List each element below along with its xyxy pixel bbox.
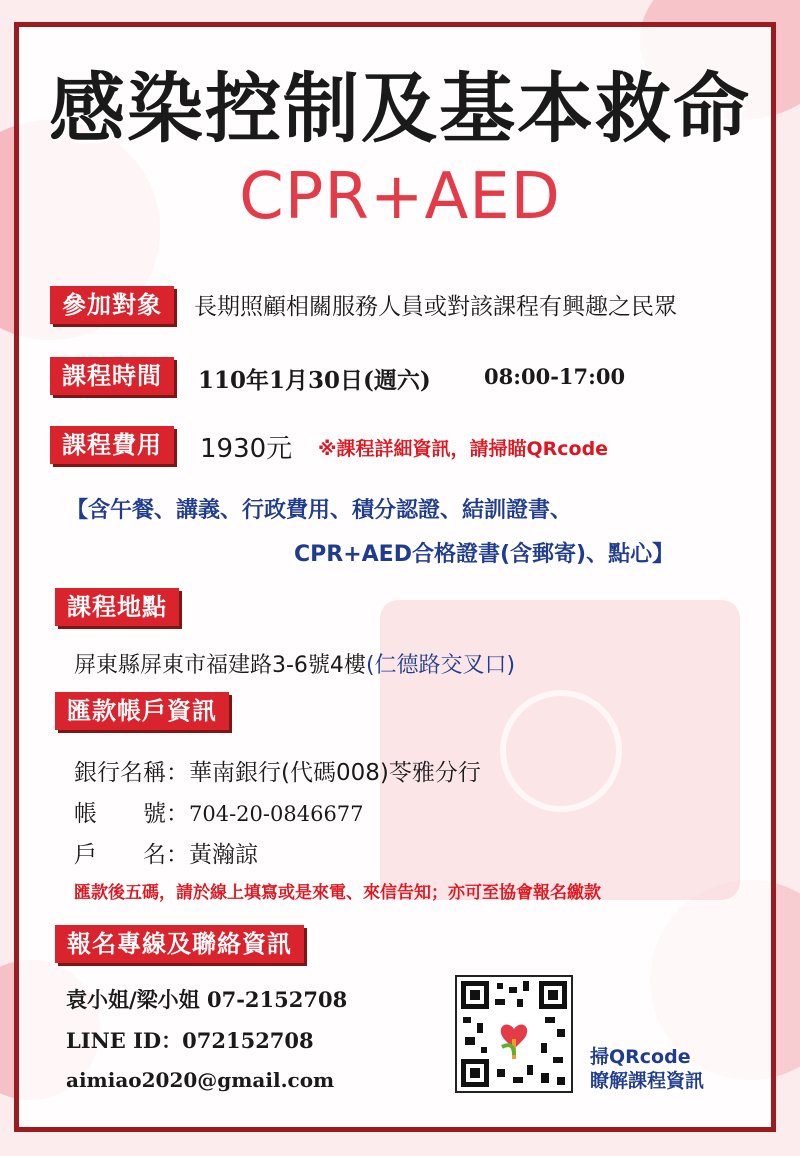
schedule-date: 110年1月30日(週六) — [198, 367, 431, 394]
fee-includes-line2: CPR+AED合格證書(含郵寄)、點心】 — [294, 542, 675, 567]
qr-label-line1: 掃QRcode — [590, 1046, 691, 1068]
bank-row — [74, 754, 481, 787]
fee-label: 課程費用 — [50, 426, 174, 464]
account-number-row — [74, 795, 364, 828]
location-label: 課程地點 — [55, 588, 179, 626]
first-aid-kit-illustration — [380, 600, 740, 900]
contact-line-id: LINE ID：072152708 — [66, 1028, 314, 1053]
schedule-time: 08:00-17:00 — [484, 364, 626, 389]
account-label: 匯款帳戶資訊 — [55, 692, 229, 730]
contact-label: 報名專線及聯絡資訊 — [55, 925, 304, 963]
target-label: 參加對象 — [50, 286, 174, 324]
contact-phone: 袁小姐/梁小姐 07-2152708 — [66, 987, 348, 1012]
location-address — [74, 648, 515, 679]
fee-note: ※課程詳細資訊，請掃瞄QRcode — [318, 438, 609, 460]
qr-label-line2: 瞭解課程資訊 — [590, 1070, 705, 1092]
location-landmark: (仁德路交叉口) — [365, 653, 516, 678]
fee-amount: 1930元 — [200, 434, 293, 464]
qr-code-pattern — [457, 977, 571, 1091]
bank-value: 華南銀行(代碼008)苓雅分行 — [189, 760, 481, 786]
account-name-row — [74, 836, 258, 869]
contact-email: aimiao2020@gmail.com — [66, 1068, 335, 1092]
fee-includes-line1: 【含午餐、講義、行政費用、積分認證、結訓證書、 — [66, 498, 573, 523]
account-name-label: 戶 名： — [74, 842, 189, 868]
poster-title: 感染控制及基本救命 — [49, 64, 751, 153]
account-number-label: 帳 號： — [74, 801, 189, 827]
account-number-value: 704-20-0846677 — [189, 802, 364, 826]
location-street: 屏東縣屏東市福建路3-6號4樓 — [74, 653, 366, 678]
account-name-value: 黃瀚諒 — [189, 842, 258, 868]
poster-subtitle: CPR+AED — [239, 160, 561, 234]
schedule-label: 課程時間 — [50, 357, 174, 395]
qr-code[interactable] — [455, 975, 573, 1093]
account-note: 匯款後五碼，請於線上填寫或是來電、來信告知；亦可至協會報名繳款 — [74, 883, 601, 903]
target-value: 長期照顧相關服務人員或對該課程有興趣之民眾 — [194, 294, 677, 320]
cross-icon — [500, 690, 622, 812]
bank-label: 銀行名稱： — [74, 760, 189, 786]
